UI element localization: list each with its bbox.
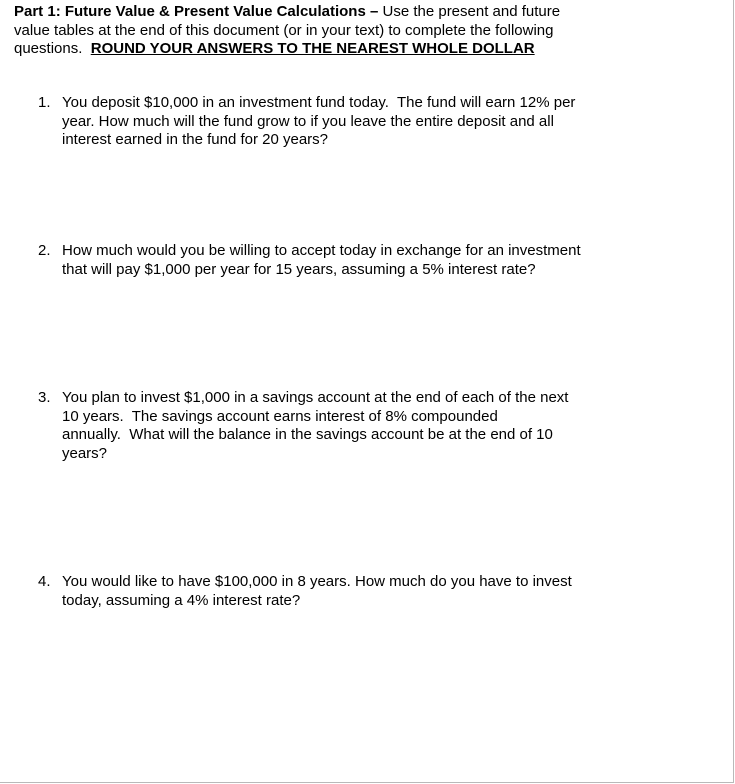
question-line: years? [62,444,108,462]
question-line: today, assuming a 4% interest rate? [62,591,301,609]
intro-line-2 [14,22,614,41]
question-line: You would like to have $100,000 in 8 years. How much do you have to invest [62,573,572,590]
question-number: 4. [38,573,51,590]
question-number: 2. [38,242,51,259]
question-text [62,389,622,463]
question-line: that will pay $1,000 per year for 15 years, assuming a 5% interest rate? [62,260,536,278]
section-heading: Part 1: Future Value & Present Value Calculations [14,3,366,20]
question-number: 3. [38,389,51,406]
question-text [62,94,632,150]
question-line: year. How much will the fund grow to if you leave the entire deposit and all [62,112,554,130]
intro-text-1: Use the present and future [382,3,561,20]
question-number: 1. [38,94,51,111]
heading-dash: – [365,3,383,20]
intro-line-3 [14,40,614,59]
intro-text-3: questions. [14,40,83,57]
question-line: How much would you be willing to accept today in exchange for an investment [62,242,581,259]
intro-paragraph [14,3,614,59]
question-line: annually. What will the balance in the savings account be at the end of 10 [62,426,553,443]
question-line: You deposit $10,000 in an investment fund today. The fund will earn 12% per [62,94,576,111]
question-line: 10 years. The savings account earns interest of 8% compounded [62,407,498,425]
rounding-instruction: ROUND YOUR ANSWERS TO THE NEAREST WHOLE DOLLAR [90,40,535,57]
intro-text-2: value tables at the end of this document (or in your text) to complete the following [14,21,554,39]
question-text [62,242,622,279]
question-line: interest earned in the fund for 20 years? [62,131,329,148]
question-line: You plan to invest $1,000 in a savings account at the end of each of the next [62,389,569,406]
question-text [62,573,622,610]
intro-line-1 [14,3,614,22]
